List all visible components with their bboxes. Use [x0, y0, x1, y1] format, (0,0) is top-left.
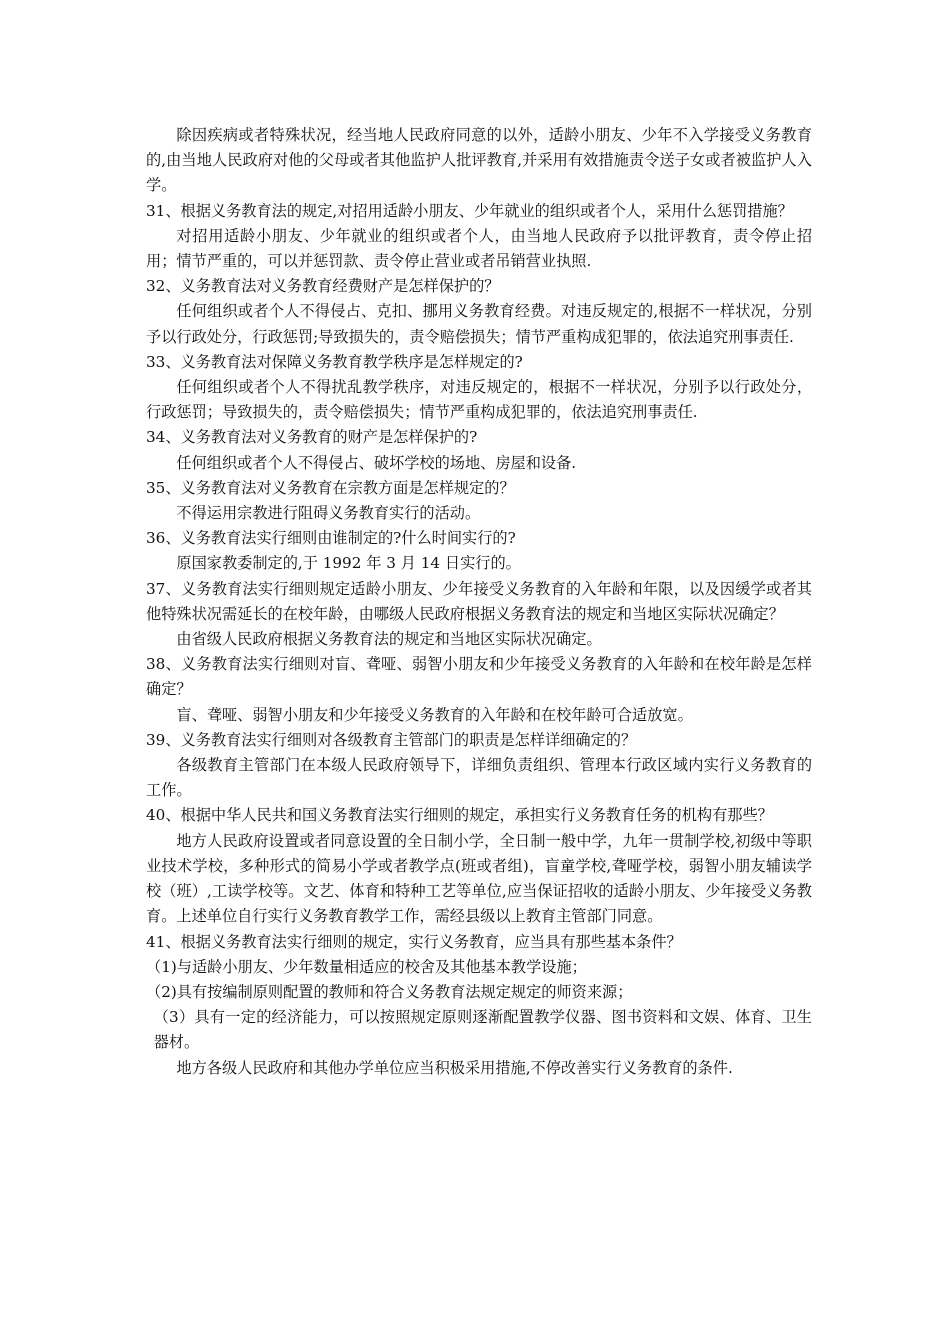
- question-38: 38、义务教育法实行细则对盲、聋哑、弱智小朋友和少年接受义务教育的入年龄和在校年龄是怎样确定？: [146, 655, 812, 699]
- condition-item-1: （1)与适龄小朋友、少年数量相适应的校舍及其他基本教学设施；: [146, 957, 587, 976]
- answer-37: 由省级人民政府根据义务教育法的规定和当地区实际状况确定。: [176, 630, 602, 649]
- question-37: 37、义务教育法实行细则规定适龄小朋友、少年接受义务教育的入年龄和年限，以及因缓学或者其他特殊状况需延长的在校年龄，由哪级人民政府根据义务教育法的规定和当地区实际状况确定？: [146, 579, 812, 623]
- answer-32: 任何组织或者个人不得侵占、克扣、挪用义务教育经费。对违反规定的,根据不一样状况，分别予以行政处分，行政惩罚;导致损失的，责令赔偿损失；情节严重构成犯罪的，依法追究刑事责任.: [146, 302, 812, 346]
- question-39: 39、义务教育法实行细则对各级教育主管部门的职责是怎样详细确定的？: [146, 730, 637, 749]
- answer-38: 盲、聋哑、弱智小朋友和少年接受义务教育的入年龄和在校年龄可合适放宽。: [176, 705, 693, 724]
- question-40: 40、根据中华人民共和国义务教育法实行细则的规定，承担实行义务教育任务的机构有那些？: [146, 806, 773, 825]
- question-41: 41、根据义务教育法实行细则的规定，实行义务教育，应当具有那些基本条件？: [146, 932, 682, 951]
- condition-item-2: （2)具有按编制原则配置的教师和符合义务教育法规定规定的师资来源；: [146, 982, 633, 1001]
- answer-paragraph: 除因疾病或者特殊状况，经当地人民政府同意的以外，适龄小朋友、少年不入学接受义务教育的,由当地人民政府对他的父母或者其他监护人批评教育,并采用有效措施责令送子女或者被监护人入学。: [146, 126, 812, 195]
- answer-39: 各级教育主管部门在本级人民政府领导下，详细负责组织、管理本行政区域内实行义务教育的工作。: [146, 756, 812, 800]
- answer-40: 地方人民政府设置或者同意设置的全日制小学，全日制一般中学，九年一贯制学校,初级中等职业技术学校，多种形式的简易小学或者教学点(班或者组)，盲童学校,聋哑学校，弱智小朋友辅读学校（班）,工读学校等。文艺、体育和特种工艺等单位,应当保证招收的适龄小朋友、少年接受义务教育。上述单位自行实行义务教育教学工作，需经县级以上教育主管部门同意。: [146, 831, 812, 926]
- answer-31: 对招用适龄小朋友、少年就业的组织或者个人，由当地人民政府予以批评教育，责令停止招用；情节严重的，可以并惩罚款、责令停止营业或者吊销营业执照.: [146, 226, 812, 271]
- question-32: 32、义务教育法对义务教育经费财产是怎样保护的？: [146, 277, 500, 296]
- answer-36: 原国家教委制定的,于 1992 年 3 月 14 日实行的。: [176, 554, 521, 573]
- answer-41-closing: 地方各级人民政府和其他办学单位应当积极采用措施,不停改善实行义务教育的条件.: [176, 1058, 733, 1077]
- question-31: 31、根据义务教育法的规定,对招用适龄小朋友、少年就业的组织或者个人，采用什么惩罚措施？: [146, 201, 793, 220]
- question-34: 34、义务教育法对义务教育的财产是怎样保护的?: [146, 428, 478, 447]
- question-33: 33、义务教育法对保障义务教育教学秩序是怎样规定的?: [146, 352, 523, 371]
- answer-35: 不得运用宗教进行阻碍义务教育实行的活动。: [176, 504, 481, 523]
- document-page: [146, 123, 812, 1081]
- question-35: 35、义务教育法对义务教育在宗教方面是怎样规定的？: [146, 478, 515, 497]
- question-36: 36、义务教育法实行细则由谁制定的?什么时间实行的?: [146, 529, 516, 548]
- answer-34: 任何组织或者个人不得侵占、破坏学校的场地、房屋和设备.: [176, 453, 577, 472]
- answer-33: 任何组织或者个人不得扰乱教学秩序，对违反规定的，根据不一样状况，分别予以行政处分，行政惩罚；导致损失的，责令赔偿损失；情节严重构成犯罪的，依法追究刑事责任.: [146, 378, 812, 422]
- condition-item-3: （3）具有一定的经济能力，可以按照规定原则逐渐配置教学仪器、图书资料和文娱、体育、卫生器材。: [153, 1008, 812, 1052]
